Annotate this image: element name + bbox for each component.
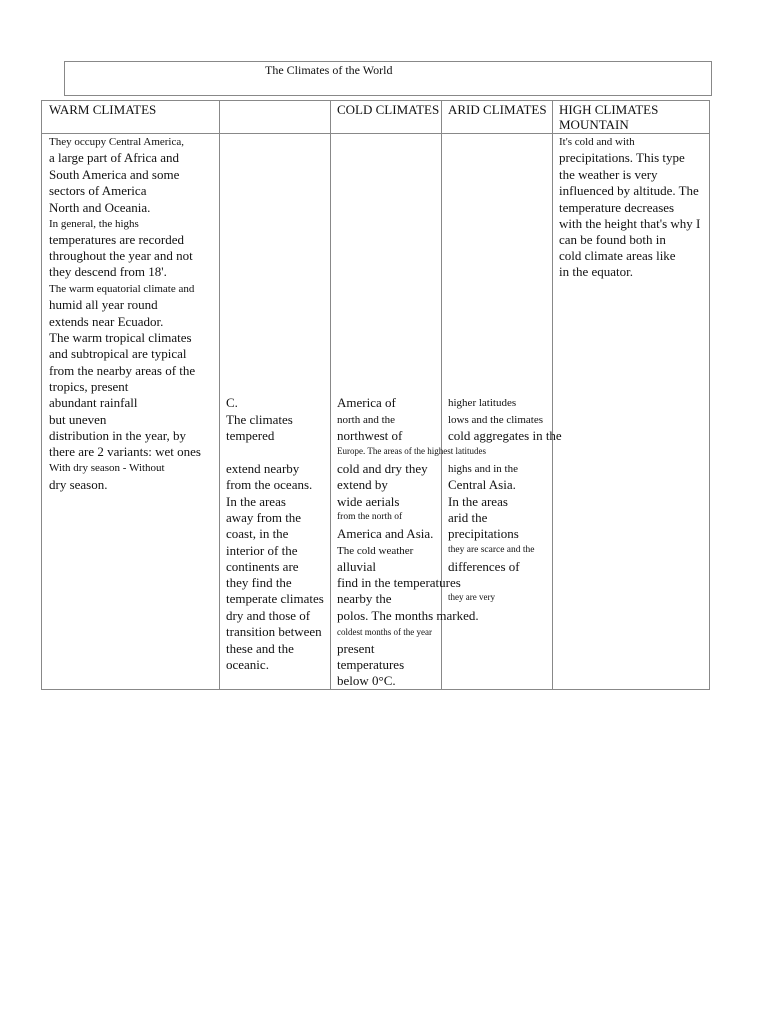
- warm-line: dry season.: [49, 477, 108, 492]
- cold-line: cold and dry they: [337, 461, 428, 476]
- cold-line: alluvial: [337, 559, 376, 574]
- cold-line: north and the: [337, 414, 396, 426]
- high-line: precipitations. This type: [559, 150, 685, 165]
- warm-line: they descend from 18'.: [49, 264, 167, 279]
- warm-line: temperatures are recorded: [49, 232, 184, 247]
- warm-line: there are 2 variants: wet ones: [49, 444, 201, 459]
- header-cold: COLD CLIMATES: [337, 102, 440, 117]
- arid-line: arid the: [448, 510, 488, 525]
- cold-line: extend by: [337, 477, 388, 492]
- arid-line: they are very: [448, 592, 495, 602]
- cold-line: present: [337, 641, 375, 656]
- temperate-line: The climates: [226, 412, 293, 427]
- cold-line: coldest months of the year: [337, 627, 432, 637]
- temperate-line: continents are: [226, 559, 299, 574]
- high-line: in the equator.: [559, 264, 634, 279]
- high-line: influenced by altitude. The: [559, 183, 699, 198]
- arid-line: cold aggregates in the: [448, 428, 562, 443]
- warm-line: They occupy Central America,: [49, 136, 185, 148]
- cold-line: temperatures: [337, 657, 405, 672]
- warm-line: With dry season - Without: [49, 462, 165, 474]
- cold-line: below 0°C.: [337, 673, 396, 688]
- warm-line: In general, the highs: [49, 218, 139, 230]
- warm-line: humid all year round: [49, 297, 158, 312]
- cold-line: America of: [337, 395, 396, 410]
- high-line: It's cold and with: [559, 136, 635, 148]
- high-line: the weather is very: [559, 167, 658, 182]
- arid-line: highs and in the: [448, 463, 518, 475]
- cold-line: Europe. The areas of the highest latitudes: [337, 446, 487, 456]
- arid-line: In the areas: [448, 494, 508, 509]
- column-divider: [330, 101, 331, 689]
- warm-line: throughout the year and not: [49, 248, 193, 263]
- arid-line: differences of: [448, 559, 520, 574]
- page-title: The Climates of the World: [265, 63, 393, 77]
- warm-line: and subtropical are typical: [49, 346, 187, 361]
- arid-line: higher latitudes: [448, 397, 517, 409]
- climates-table: [41, 100, 710, 690]
- warm-line: distribution in the year, by: [49, 428, 187, 443]
- column-divider: [552, 101, 553, 689]
- warm-line: but uneven: [49, 412, 107, 427]
- header-warm: WARM CLIMATES: [49, 102, 157, 117]
- warm-line: sectors of America: [49, 183, 147, 198]
- warm-line: South America and some: [49, 167, 180, 182]
- column-divider: [441, 101, 442, 689]
- arid-line: Central Asia.: [448, 477, 516, 492]
- warm-line: from the nearby areas of the: [49, 363, 196, 378]
- warm-line: abundant rainfall: [49, 395, 138, 410]
- warm-line: The warm tropical climates: [49, 330, 192, 345]
- cold-line: nearby the: [337, 591, 392, 606]
- cold-line: wide aerials: [337, 494, 400, 509]
- temperate-line: these and the: [226, 641, 294, 656]
- temperate-line: dry and those of: [226, 608, 311, 623]
- cold-line: find in the temperatures: [337, 575, 461, 590]
- warm-line: The warm equatorial climate and: [49, 283, 195, 295]
- temperate-line: oceanic.: [226, 657, 269, 672]
- title-box: [64, 61, 712, 96]
- temperate-line: they find the: [226, 575, 292, 590]
- arid-line: they are scarce and the: [448, 545, 535, 555]
- cold-line: polos. The months marked.: [337, 608, 479, 623]
- warm-line: extends near Ecuador.: [49, 314, 164, 329]
- temperate-line: extend nearby: [226, 461, 300, 476]
- temperate-line: In the areas: [226, 494, 286, 509]
- temperate-line: temperate climates: [226, 591, 324, 606]
- arid-line: precipitations: [448, 526, 519, 541]
- warm-line: a large part of Africa and: [49, 150, 180, 165]
- cold-line: northwest of: [337, 428, 403, 443]
- temperate-line: coast, in the: [226, 526, 289, 541]
- warm-line: North and Oceania.: [49, 200, 151, 215]
- temperate-line: C.: [226, 395, 238, 410]
- header-high-1: HIGH CLIMATES: [559, 102, 659, 117]
- column-divider: [219, 101, 220, 689]
- header-high-2: MOUNTAIN: [559, 117, 629, 132]
- cold-line: from the north of: [337, 512, 403, 522]
- high-line: cold climate areas like: [559, 248, 676, 263]
- temperate-line: transition between: [226, 624, 322, 639]
- high-line: with the height that's why I: [559, 216, 701, 231]
- temperate-line: away from the: [226, 510, 302, 525]
- warm-line: tropics, present: [49, 379, 129, 394]
- header-arid: ARID CLIMATES: [448, 102, 547, 117]
- arid-line: lows and the climates: [448, 414, 544, 426]
- cold-line: America and Asia.: [337, 526, 434, 541]
- temperate-line: from the oceans.: [226, 477, 313, 492]
- high-line: can be found both in: [559, 232, 666, 247]
- temperate-line: tempered: [226, 428, 275, 443]
- high-line: temperature decreases: [559, 200, 675, 215]
- cold-line: The cold weather: [337, 545, 414, 557]
- temperate-line: interior of the: [226, 543, 298, 558]
